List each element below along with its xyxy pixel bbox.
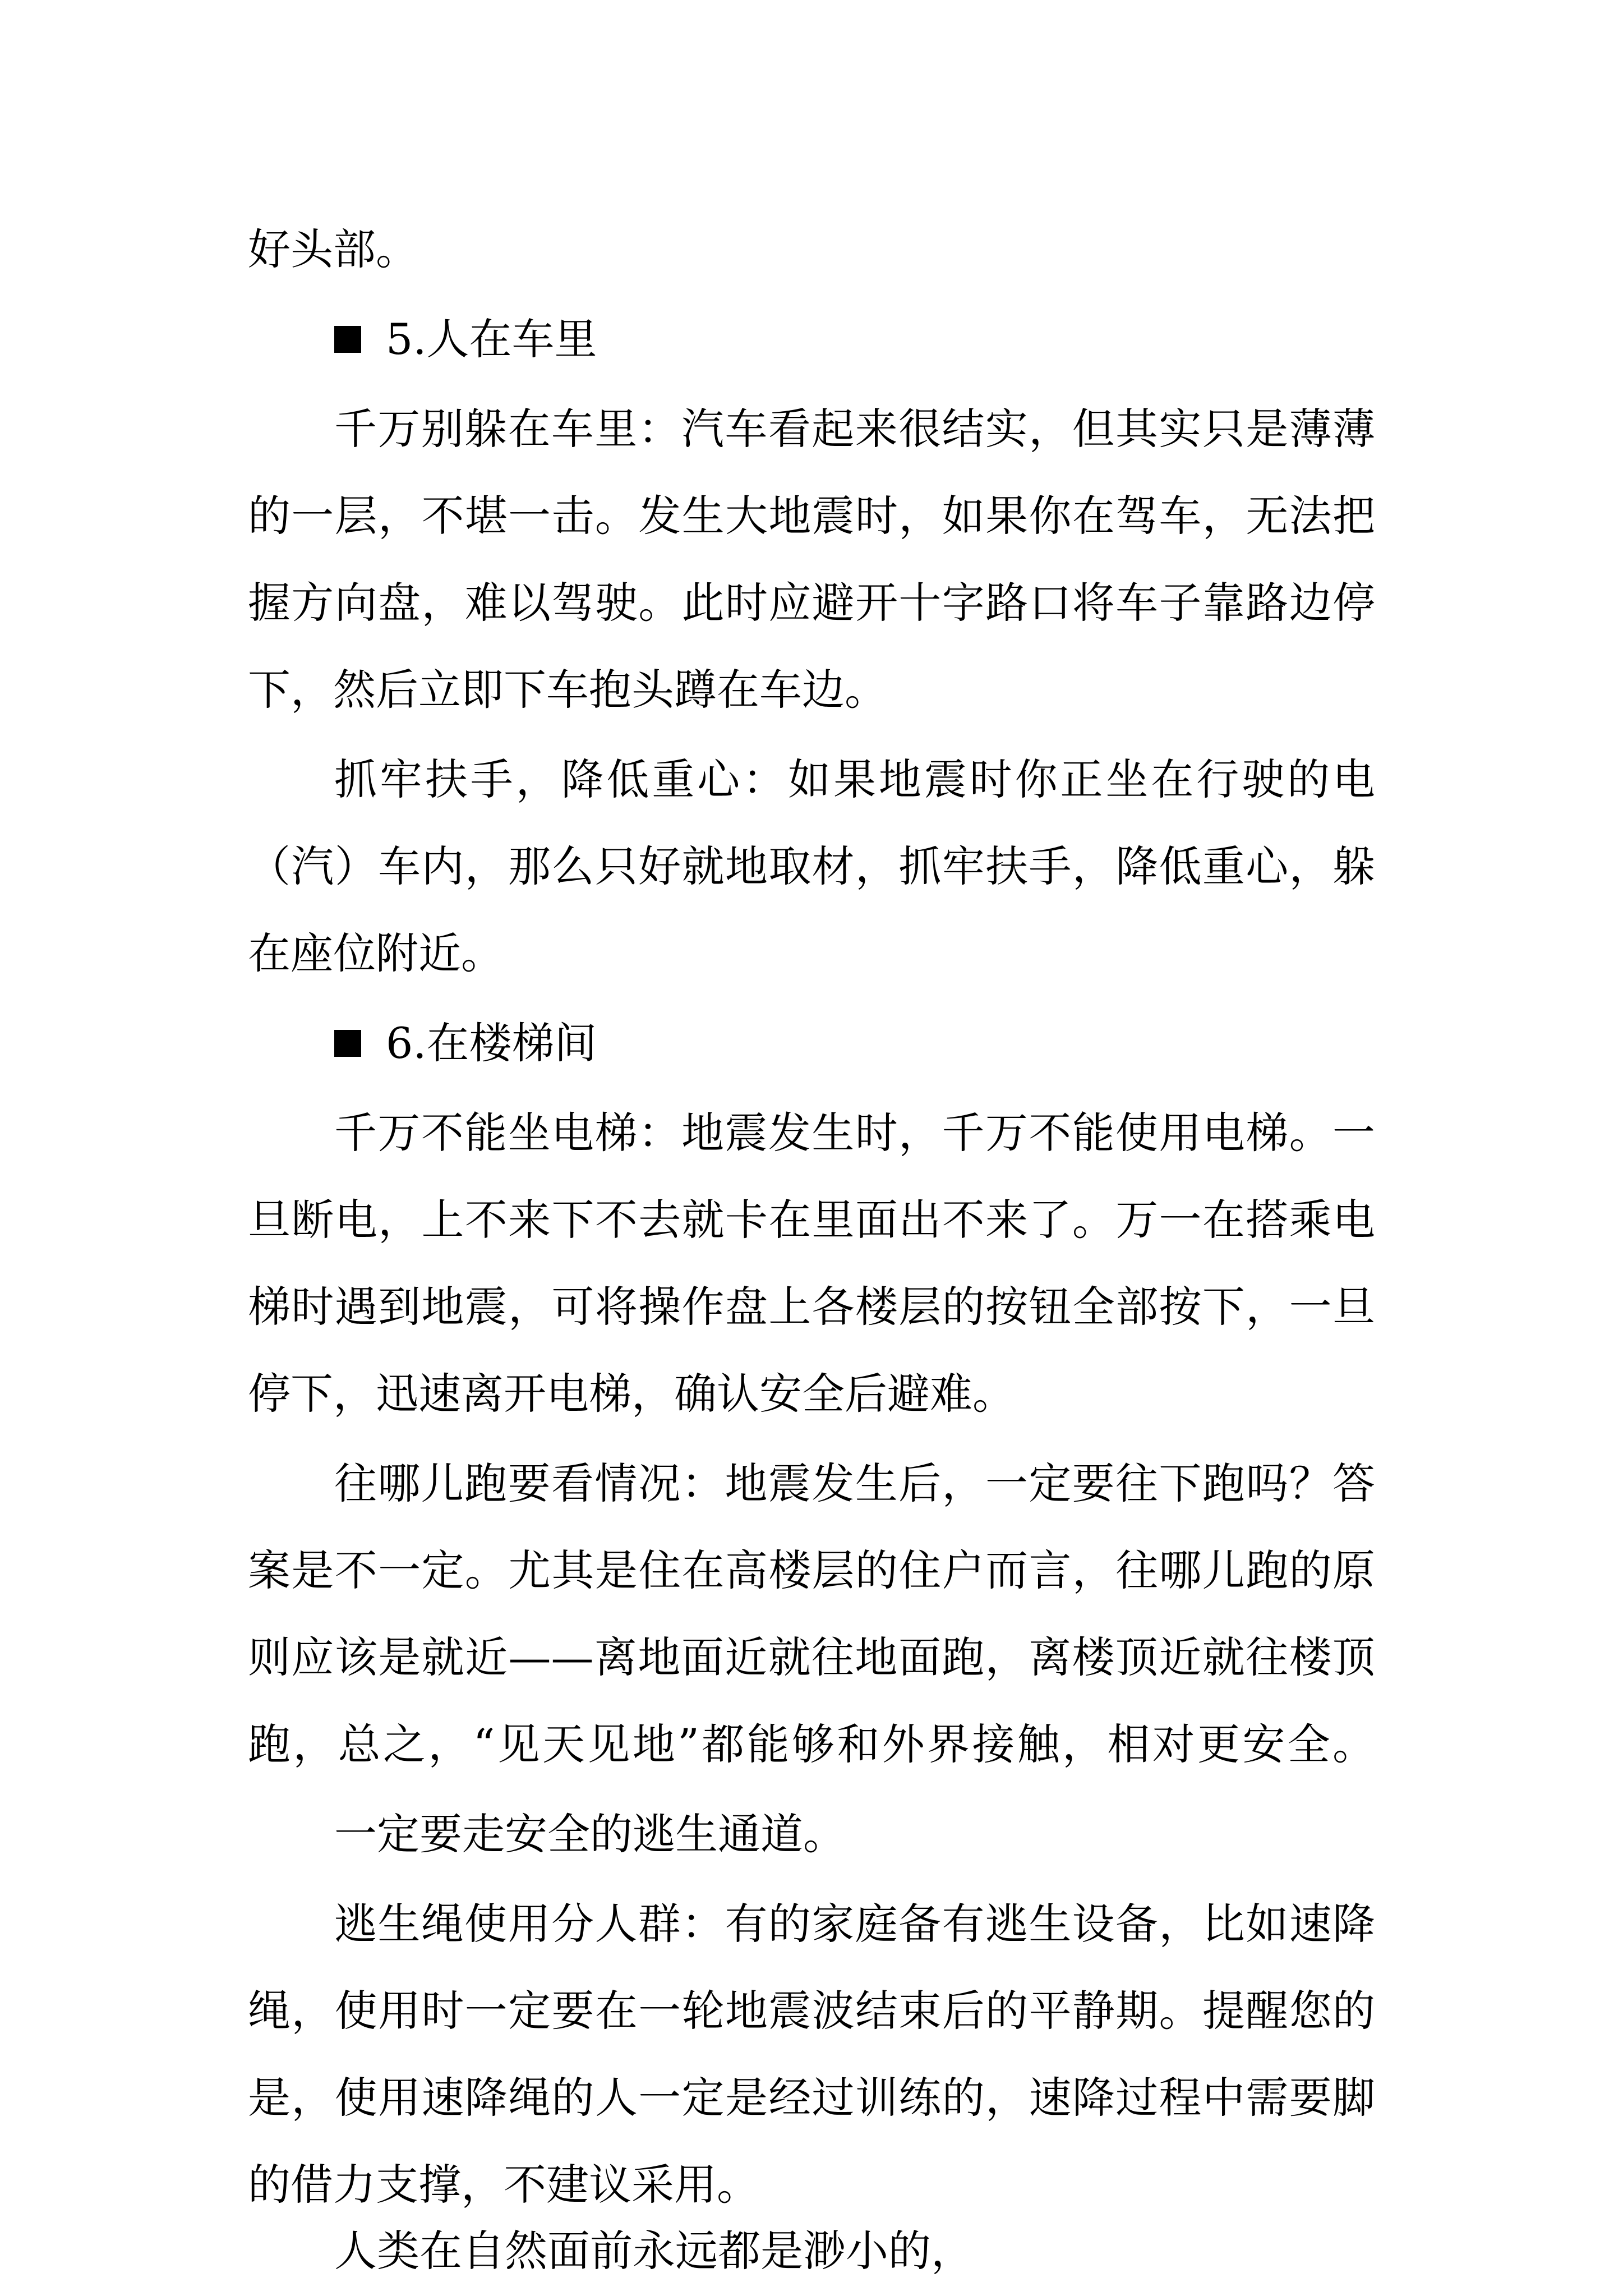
paragraph-line: 是，使用速降绳的人一定是经过训练的，速降过程中需要脚 (248, 2073, 1375, 2123)
paragraph-line: 千万别躲在车里：汽车看起来很结实，但其实只是薄薄 (334, 404, 1375, 454)
paragraph-line: 逃生绳使用分人群：有的家庭备有逃生设备，比如速降 (334, 1899, 1375, 1949)
paragraph-line: 则应该是就近——离地面近就往地面跑，离楼顶近就往楼顶 (248, 1632, 1375, 1682)
paragraph-line: 千万不能坐电梯：地震发生时，千万不能使用电梯。一 (334, 1108, 1375, 1158)
paragraph-line: 握方向盘，难以驾驶。此时应避开十字路口将车子靠路边停 (248, 578, 1375, 628)
paragraph-line: 绳，使用时一定要在一轮地震波结束后的平静期。提醒您的 (248, 1986, 1375, 2036)
section-heading-text: 6.在楼梯间 (386, 1018, 597, 1068)
section-heading (334, 297, 597, 381)
paragraph-line: 的一层，不堪一击。发生大地震时，如果你在驾车，无法把 (248, 491, 1375, 541)
paragraph-line: 停下，迅速离开电梯，确认安全后避难。 (248, 1369, 1015, 1419)
section-heading (334, 1001, 597, 1085)
black-square-icon (334, 1030, 361, 1057)
paragraph-line: 往哪儿跑要看情况：地震发生后，一定要往下跑吗？答 (334, 1458, 1375, 1508)
paragraph-line: 旦断电，上不来下不去就卡在里面出不来了。万一在搭乘电 (248, 1195, 1375, 1245)
paragraph-line: 好头部。 (248, 224, 418, 274)
paragraph-line: 跑，总之，“见天见地”都能够和外界接触，相对更安全。 (248, 1719, 1375, 1769)
black-square-icon (334, 326, 361, 353)
paragraph-line: （汽）车内，那么只好就地取材，抓牢扶手，降低重心，躲 (248, 841, 1375, 891)
section-heading-text: 5.人在车里 (386, 314, 597, 364)
paragraph-line: 下，然后立即下车抱头蹲在车边。 (248, 665, 887, 715)
paragraph-line: 一定要走安全的逃生通道。 (334, 1809, 846, 1859)
paragraph-line: 抓牢扶手，降低重心：如果地震时你正坐在行驶的电 (334, 754, 1375, 804)
paragraph-line: 的借力支撑，不建议采用。 (248, 2160, 759, 2210)
paragraph-line: 在座位附近。 (248, 928, 504, 978)
paragraph-line: 人类在自然面前永远都是渺小的， (334, 2226, 974, 2276)
paragraph-line: 梯时遇到地震，可将操作盘上各楼层的按钮全部按下，一旦 (248, 1282, 1375, 1332)
paragraph-line: 案是不一定。尤其是住在高楼层的住户而言，往哪儿跑的原 (248, 1545, 1375, 1595)
